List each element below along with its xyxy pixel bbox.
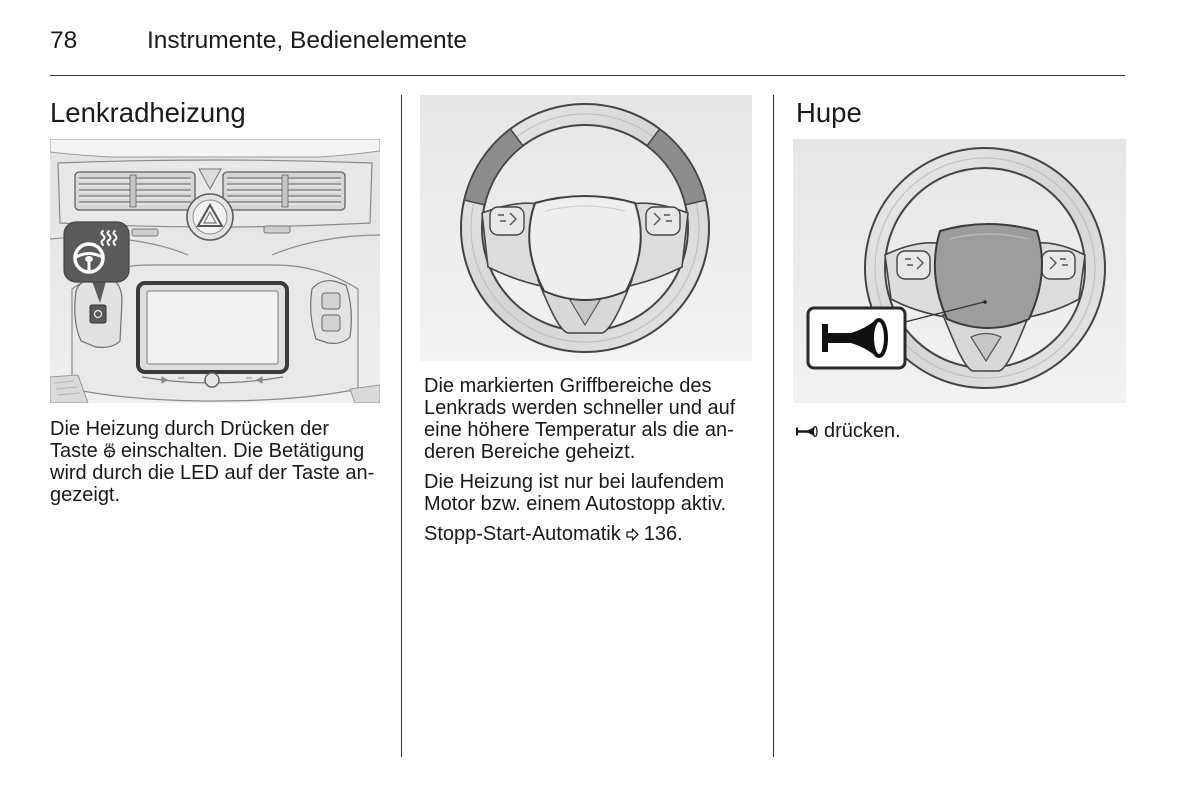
horn-illustration [793,139,1126,403]
steering-wheel-hub [529,196,641,300]
horn-text [796,420,901,442]
horn-pad [935,224,1042,328]
steering-wheel-buttons-left [490,207,524,235]
heated-steering-wheel-icon [103,443,116,458]
text-fragment: einschalten. Die Betätigung [120,440,365,462]
cross-reference [424,523,735,545]
air-vent-right [223,172,345,210]
heading-hupe: Hupe [796,96,862,128]
paragraph [424,375,735,463]
text-line: Die markierten Griffbereiche des [424,375,712,397]
steering-wheel-buttons-left [897,251,930,279]
heated-zones-text [424,375,735,545]
section-title: Instrumente, Bedienelemente [147,26,468,54]
text-line: deren Bereiche geheizt. [424,441,636,463]
text-line [50,440,374,462]
column-divider-1 [401,95,403,757]
paragraph [424,471,735,515]
steering-wheel-buttons-right [646,207,680,235]
infotainment-screen [138,283,287,372]
horn-callout [808,308,905,368]
text-line: Die Heizung ist nur bei laufendem [424,471,725,493]
lenkradheizung-text [50,418,374,506]
air-vent-left [75,172,195,210]
steering-wheel-buttons-right [1042,251,1075,279]
hazard-warning-button [187,194,233,240]
text-line [796,420,901,442]
header-rule [50,75,1125,77]
steering-wheel-figure [420,95,752,361]
horn-icon [796,425,818,438]
text-line [424,523,735,545]
text-line: Lenkrads werden schneller und auf [424,397,736,419]
horn-instruction: drücken. [824,420,901,442]
reference-page-number: 136. [643,523,683,545]
text-fragment: Taste [50,440,98,462]
page-reference-arrow-icon [626,528,639,541]
dashboard-illustration [50,139,380,403]
text-line: eine höhere Temperatur als die an- [424,419,734,441]
reference-label: Stopp-Start-Automatik [424,523,621,545]
horn-figure [793,139,1126,403]
text-line: Die Heizung durch Drücken der [50,418,330,440]
page-number: 78 [50,26,78,54]
text-line: gezeigt. [50,484,121,506]
heading-lenkradheizung: Lenkradheizung [50,96,246,128]
text-line: Motor bzw. einem Autostopp aktiv. [424,493,727,515]
dashboard-figure [50,139,380,403]
text-line: wird durch die LED auf der Taste an- [50,462,375,484]
heated-steering-wheel-button [90,305,106,323]
column-divider-2 [773,95,775,757]
steering-wheel-illustration [420,95,752,361]
